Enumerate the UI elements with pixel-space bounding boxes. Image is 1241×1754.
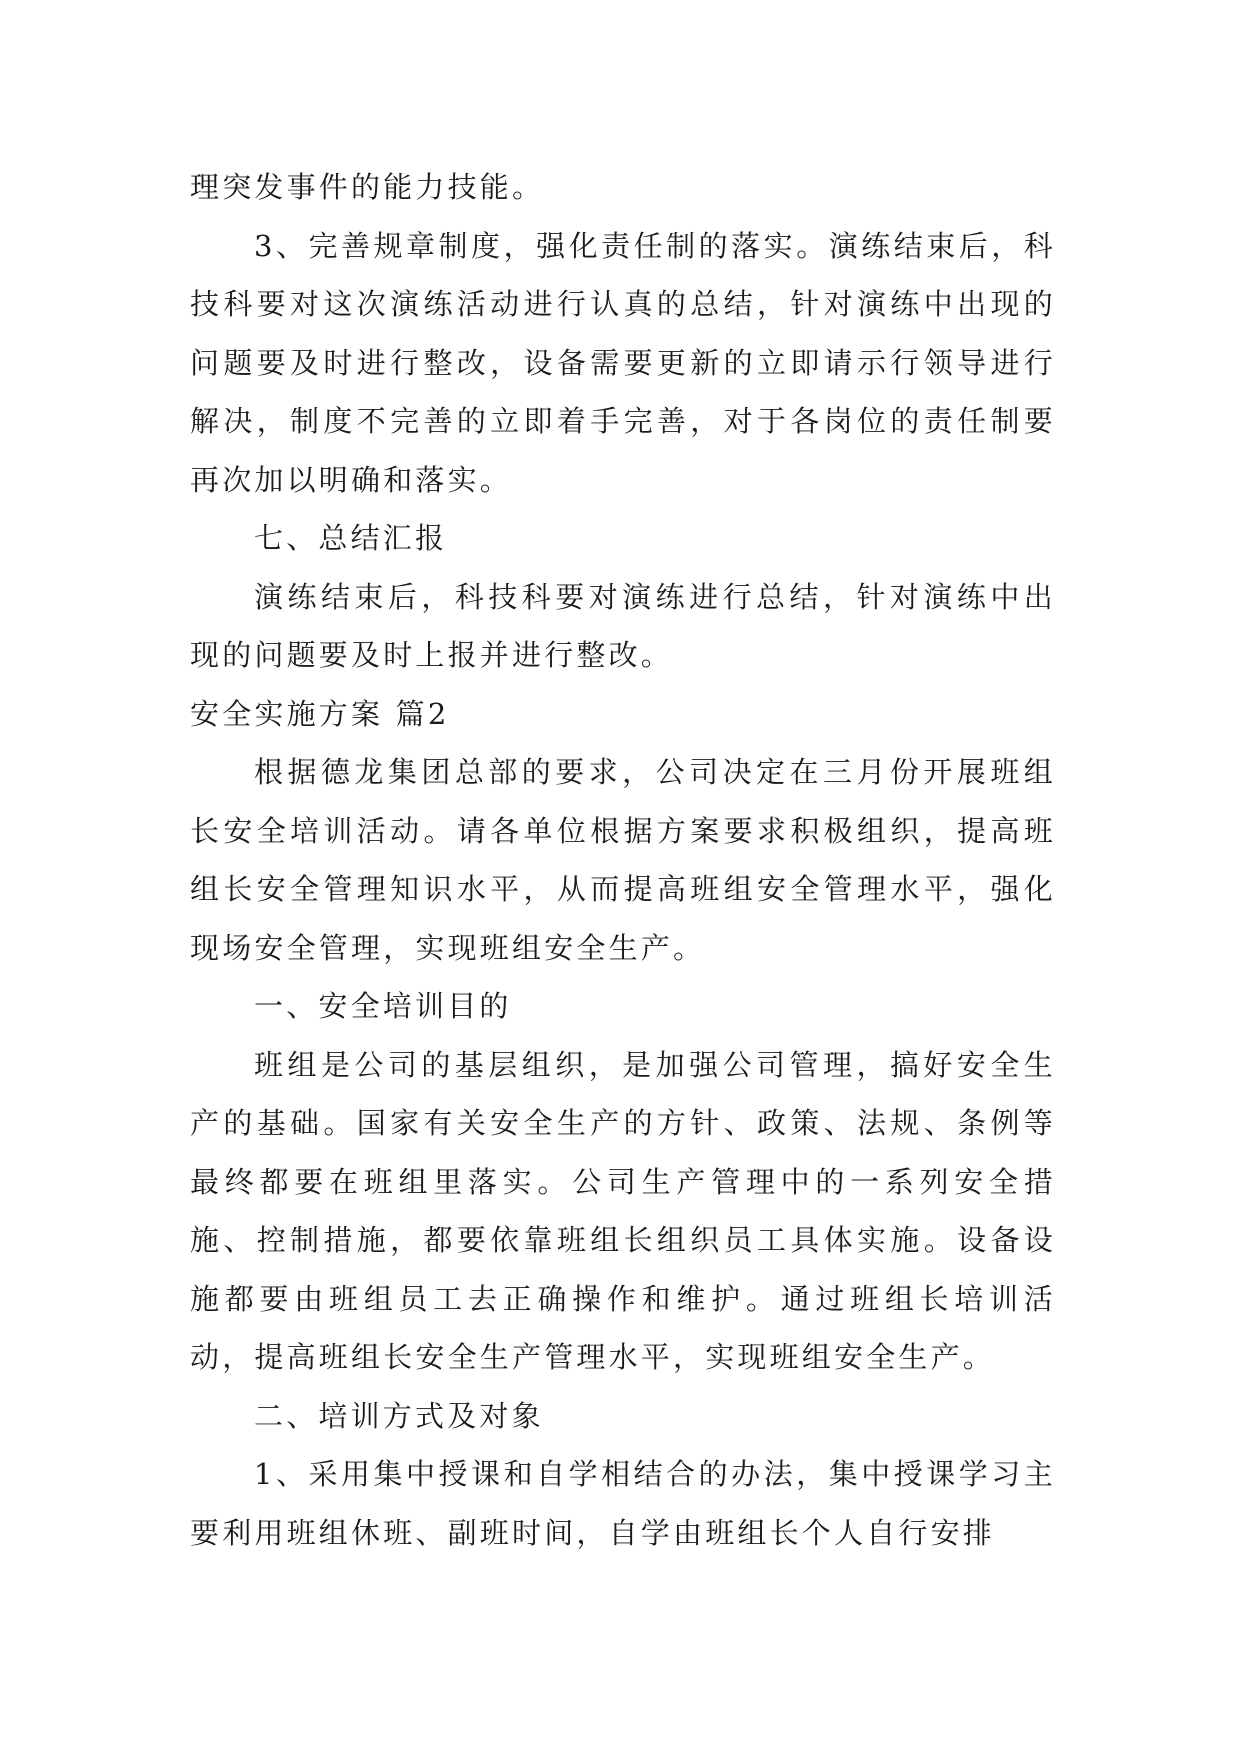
- paragraph-continuation: 理突发事件的能力技能。: [190, 170, 545, 204]
- document-title-part-2: 安全实施方案 篇2: [190, 696, 450, 731]
- document-body: [190, 158, 1056, 1562]
- section-heading-training-purpose: 一、安全培训目的: [254, 989, 512, 1023]
- section-heading-summary-report: 七、总结汇报: [254, 521, 448, 555]
- section-heading-training-method: 二、培训方式及对象: [254, 1398, 544, 1433]
- paragraph-summary-report: 演练结束后，科技科要对演练进行总结，针对演练中出现的问题要及时上报并进行整改。: [190, 579, 1056, 672]
- paragraph-training-method-1: 1、采用集中授课和自学相结合的办法，集中授课学习主要利用班组休班、副班时间，自学由班组长个人自行安排: [190, 1457, 1056, 1550]
- paragraph-intro: 根据德龙集团总部的要求，公司决定在三月份开展班组长安全培训活动。请各单位根据方案要求积极组织，提高班组长安全管理知识水平，从而提高班组安全管理水平，强化现场安全管理，实现班组安全生产。: [190, 755, 1056, 965]
- paragraph-item-3: 3、完善规章制度，强化责任制的落实。演练结束后，科技科要对这次演练活动进行认真的总结，针对演练中出现的问题要及时进行整改，设备需要更新的立即请示行领导进行解决，制度不完善的立即着手完善，对于各岗位的责任制要再次加以明确和落实。: [190, 228, 1056, 497]
- paragraph-training-purpose: 班组是公司的基层组织，是加强公司管理，搞好安全生产的基础。国家有关安全生产的方针、政策、法规、条例等最终都要在班组里落实。公司生产管理中的一系列安全措施、控制措施，都要依靠班组长组织员工具体实施。设备设施都要由班组员工去正确操作和维护。通过班组长培训活动，提高班组长安全生产管理水平，实现班组安全生产。: [190, 1047, 1056, 1374]
